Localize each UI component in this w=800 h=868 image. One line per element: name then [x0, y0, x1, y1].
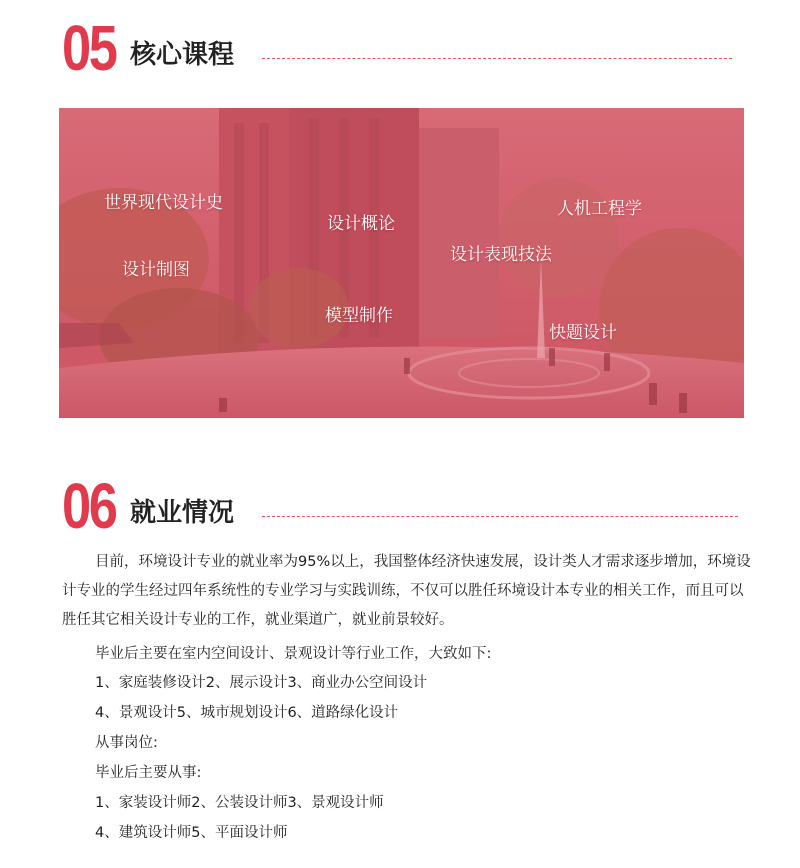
- section-title: 就业情况: [130, 498, 235, 528]
- positions-intro: 毕业后主要从事:: [95, 765, 202, 781]
- section-number: 05: [62, 12, 116, 84]
- course-label: 设计制图: [122, 260, 190, 280]
- dashed-divider: [262, 58, 732, 59]
- course-label: 世界现代设计史: [104, 193, 223, 213]
- course-label: 快题设计: [549, 323, 617, 343]
- industry-list-line: 4、景观设计5、城市规划设计6、道路绿化设计: [95, 705, 399, 721]
- positions-list-line: 4、建筑设计师5、平面设计师: [95, 825, 288, 841]
- course-label: 模型制作: [325, 306, 393, 326]
- industry-intro: 毕业后主要在室内空间设计、景观设计等行业工作，大致如下:: [95, 646, 492, 662]
- positions-list-line: 1、家装设计师2、公装设计师3、景观设计师: [95, 795, 384, 811]
- course-label: 设计概论: [327, 214, 395, 234]
- section-header-employment: [62, 470, 742, 542]
- employment-paragraph: 目前，环境设计专业的就业率为95%以上，我国整体经济快速发展，设计类人才需求逐步增加，环境设计专业的学生经过四年系统性的专业学习与实践训练，不仅可以胜任环境设计本专业的相关工作，而且可以胜任其它相关设计专业的工作，就业渠道广，就业前景较好。: [62, 554, 751, 628]
- course-label: 人机工程学: [557, 199, 642, 219]
- industry-list-line: 1、家庭装修设计2、展示设计3、商业办公空间设计: [95, 675, 428, 691]
- section-header-core-courses: [62, 12, 742, 84]
- section-number: 06: [62, 470, 116, 542]
- course-label: 设计表现技法: [450, 245, 552, 265]
- section-title: 核心课程: [130, 40, 235, 70]
- positions-heading: 从事岗位:: [95, 735, 158, 751]
- courses-banner: [59, 108, 744, 418]
- dashed-divider: [262, 516, 738, 517]
